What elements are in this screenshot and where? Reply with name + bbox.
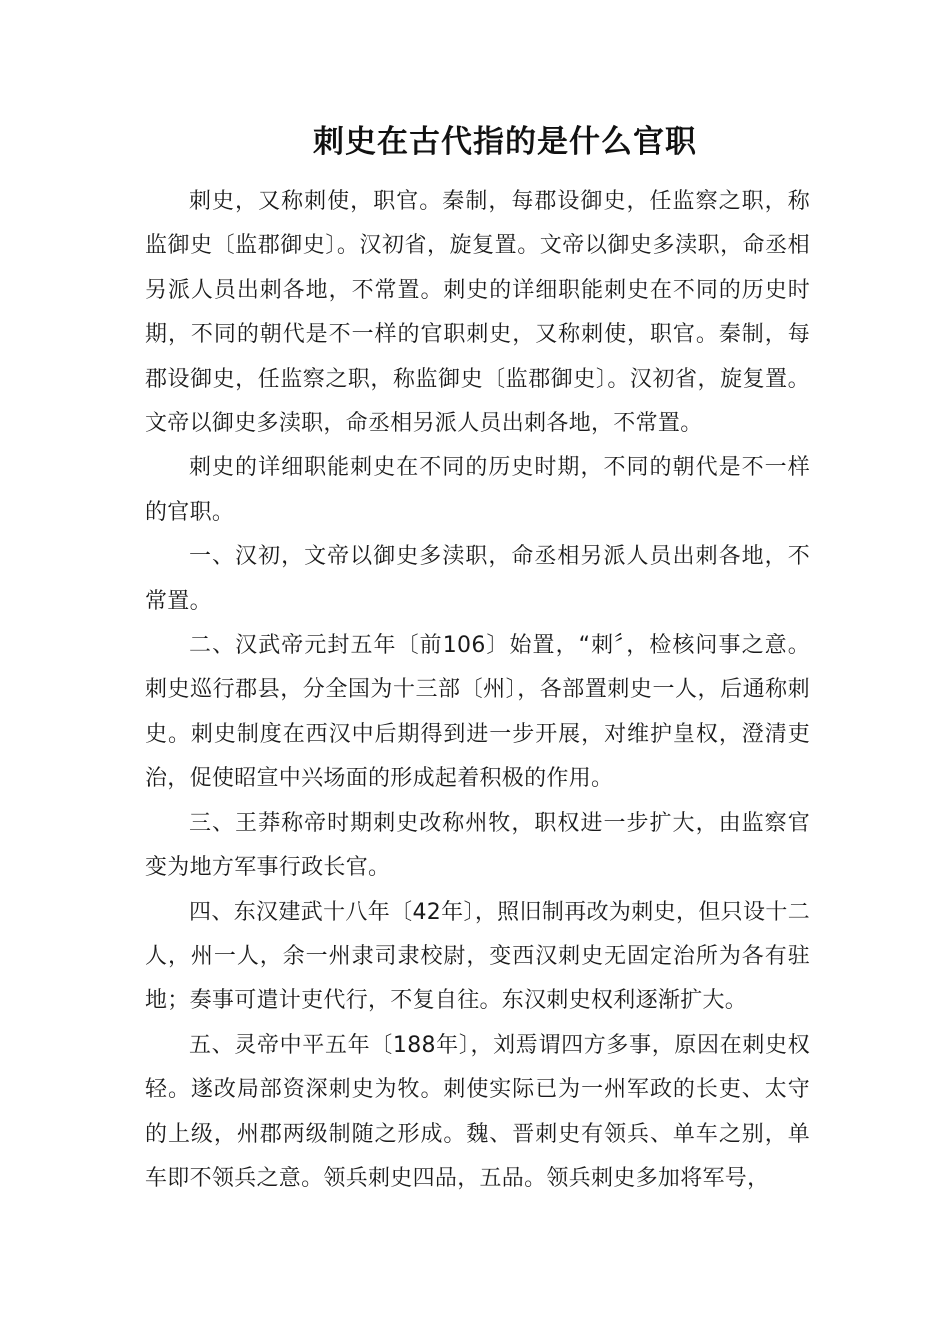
paragraph: 刺史，又称刺使，职官。秦制，每郡设御史，任监察之职，称监御史〔监郡御史〕。汉初省，旋复置。文帝以御史多渎职，命丞相另派人员出刺各地，不常置。刺史的详细职能刺史在不同的历史时期，不同的朝代是不一样的官职刺史，又称刺使，职官。秦制，每郡设御史，任监察之职，称监御史〔监郡御史〕。汉初省，旋复置。文帝以御史多渎职，命丞相另派人员出刺各地，不常置。	[145, 189, 810, 437]
paragraph: 一、汉初，文帝以御史多渎职，命丞相另派人员出刺各地，不常置。	[145, 544, 810, 614]
paragraph: 三、王莽称帝时期刺史改称州牧，职权进一步扩大，由监察官变为地方军事行政长官。	[145, 810, 810, 881]
paragraph: 五、灵帝中平五年〔188年〕，刘焉谓四方多事，原因在刺史权轻。遂改局部资深刺史为牧。刺使实际已为一州军政的长吏、太守的上级，州郡两级制随之形成。魏、晋刺史有领兵、单车之别，单车即不领兵之意。领兵刺史四品，五品。领兵刺史多加将军号，	[145, 1032, 810, 1191]
paragraph: 刺史的详细职能刺史在不同的历史时期，不同的朝代是不一样的官职。	[145, 455, 810, 525]
paragraph: 四、东汉建武十八年〔42年〕，照旧制再改为刺史，但只设十二人，州一人，余一州隶司隶校尉，变西汉刺史无固定治所为各有驻地；奏事可遣计吏代行，不复自往。东汉刺史权利逐渐扩大。	[145, 899, 810, 1014]
document-body	[145, 180, 810, 1201]
document-title: 刺史在古代指的是什么官职	[313, 124, 697, 160]
paragraph: 二、汉武帝元封五年〔前106〕始置，“刺〞，检核问事之意。刺史巡行郡县，分全国为十三部〔州〕，各部置刺史一人，后通称刺史。刺史制度在西汉中后期得到进一步开展，对维护皇权，澄清吏治，促使昭宣中兴场面的形成起着积极的作用。	[145, 633, 810, 792]
